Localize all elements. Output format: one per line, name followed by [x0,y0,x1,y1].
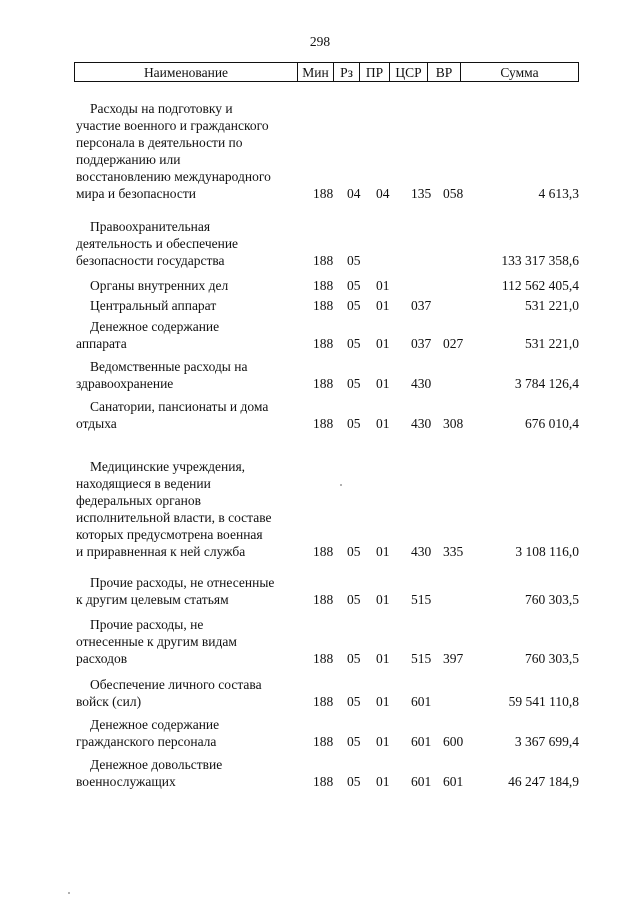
cell-sum: 531 221,0 [525,298,579,313]
cell-rz: 05 [347,651,361,666]
row-name-line: Денежное довольствие [90,757,223,772]
cell-vr: 058 [443,186,464,201]
row-name [76,100,308,202]
cell-rz: 04 [347,186,361,201]
cell-vr: 397 [443,651,464,666]
cell-pr: 01 [376,544,390,559]
cell-min: 188 [313,186,334,201]
row-name-line: федеральных органов [76,493,201,508]
row-name [76,318,308,352]
row-name-line: участие военного и гражданского [76,118,269,133]
cell-rz: 05 [347,253,361,268]
cell-sum: 4 613,3 [538,186,579,201]
row-name-line: восстановлению международного [76,169,271,184]
row-name-line: Медицинские учреждения, [90,459,246,474]
cell-csr: 430 [411,376,432,391]
cell-pr: 01 [376,651,390,666]
cell-pr: 01 [376,278,390,293]
cell-pr: 01 [376,376,390,391]
row-name-line: Расходы на подготовку и [90,101,233,116]
cell-min: 188 [313,376,334,391]
cell-rz: 05 [347,694,361,709]
row-name-line: расходов [76,651,128,666]
header-vr: ВР [427,63,460,81]
cell-min: 188 [313,774,334,789]
header-pr: ПР [359,63,389,81]
row-name-line: войск (сил) [76,694,142,709]
row-name-line: и приравненная к ней служба [76,544,246,559]
cell-min: 188 [313,253,334,268]
row-name-line: деятельность и обеспечение [76,236,239,251]
cell-min: 188 [313,544,334,559]
row-name-line: Санатории, пансионаты и дома [90,399,269,414]
cell-sum: 3 784 126,4 [514,376,579,391]
cell-pr: 01 [376,298,390,313]
row-name-line: Прочие расходы, не [90,617,204,632]
table-header [74,62,579,82]
cell-sum: 59 541 110,8 [508,694,579,709]
row-name-line: военнослужащих [76,774,176,789]
header-rz: Рз [333,63,359,81]
cell-csr: 515 [411,592,432,607]
row-name [76,616,308,667]
cell-csr: 037 [411,336,432,351]
cell-sum: 3 108 116,0 [515,544,579,559]
cell-csr: 430 [411,544,432,559]
row-name [76,398,308,432]
cell-pr: 01 [376,694,390,709]
cell-min: 188 [313,734,334,749]
cell-rz: 05 [347,774,361,789]
row-name [76,574,308,608]
cell-sum: 676 010,4 [525,416,579,431]
row-name-line: Денежное содержание [90,319,220,334]
row-name-line: мира и безопасности [76,186,196,201]
header-sum: Сумма [460,63,578,81]
cell-sum: 112 562 405,4 [501,278,579,293]
cell-csr: 601 [411,734,432,749]
cell-vr: 600 [443,734,464,749]
cell-pr: 01 [376,774,390,789]
cell-rz: 05 [347,592,361,607]
row-name [76,218,308,269]
cell-pr: 01 [376,336,390,351]
row-name-line: исполнительной власти, в составе [76,510,272,525]
cell-sum: 46 247 184,9 [508,774,579,789]
row-name-line: безопасности государства [76,253,225,268]
cell-sum: 531 221,0 [525,336,579,351]
row-name [76,716,308,750]
row-name-line: здравоохранение [76,376,174,391]
cell-vr: 335 [443,544,464,559]
header-min: Мин [297,63,333,81]
cell-sum: 3 367 699,4 [514,734,579,749]
row-name-line: отнесенные к другим видам [76,634,237,649]
cell-csr: 601 [411,774,432,789]
scan-speck [68,892,70,894]
header-csr: ЦСР [389,63,427,81]
cell-vr: 601 [443,774,464,789]
cell-min: 188 [313,416,334,431]
cell-pr: 04 [376,186,390,201]
cell-rz: 05 [347,298,361,313]
cell-min: 188 [313,651,334,666]
row-name-line: к другим целевым статьям [76,592,229,607]
cell-rz: 05 [347,734,361,749]
row-name [76,756,308,790]
header-name: Наименование [143,65,229,80]
row-name-line: аппарата [76,336,127,351]
cell-pr: 01 [376,416,390,431]
cell-min: 188 [313,278,334,293]
cell-min: 188 [313,694,334,709]
cell-csr: 601 [411,694,432,709]
cell-rz: 05 [347,376,361,391]
cell-pr: 01 [376,592,390,607]
row-name-line: Прочие расходы, не отнесенные [90,575,275,590]
cell-vr: 027 [443,336,464,351]
row-name-line: находящиеся в ведении [76,476,211,491]
row-name-line: которых предусмотрена военная [76,527,263,542]
row-name [76,676,308,710]
row-name-line: Правоохранительная [90,219,211,234]
cell-csr: 135 [411,186,432,201]
row-name-line: Ведомственные расходы на [90,359,248,374]
cell-sum: 760 303,5 [525,592,579,607]
cell-rz: 05 [347,544,361,559]
row-name-line: Центральный аппарат [90,298,217,313]
cell-pr: 01 [376,734,390,749]
scan-speck [340,484,342,486]
page-number: 298 [309,34,331,49]
cell-sum: 133 317 358,6 [501,253,579,268]
row-name-line: отдыха [76,416,117,431]
cell-csr: 430 [411,416,432,431]
row-name-line: поддержанию или [76,152,181,167]
row-name [76,458,308,560]
cell-min: 188 [313,298,334,313]
cell-rz: 05 [347,278,361,293]
row-name-line: Органы внутренних дел [90,278,229,293]
cell-vr: 308 [443,416,464,431]
cell-rz: 05 [347,336,361,351]
row-name-line: Обеспечение личного состава [90,677,262,692]
cell-min: 188 [313,336,334,351]
cell-csr: 037 [411,298,432,313]
row-name [76,297,308,314]
row-name-line: гражданского персонала [76,734,217,749]
row-name-line: персонала в деятельности по [76,135,243,150]
cell-rz: 05 [347,416,361,431]
cell-min: 188 [313,592,334,607]
cell-csr: 515 [411,651,432,666]
row-name [76,358,308,392]
cell-sum: 760 303,5 [525,651,579,666]
row-name-line: Денежное содержание [90,717,220,732]
row-name [76,277,308,294]
